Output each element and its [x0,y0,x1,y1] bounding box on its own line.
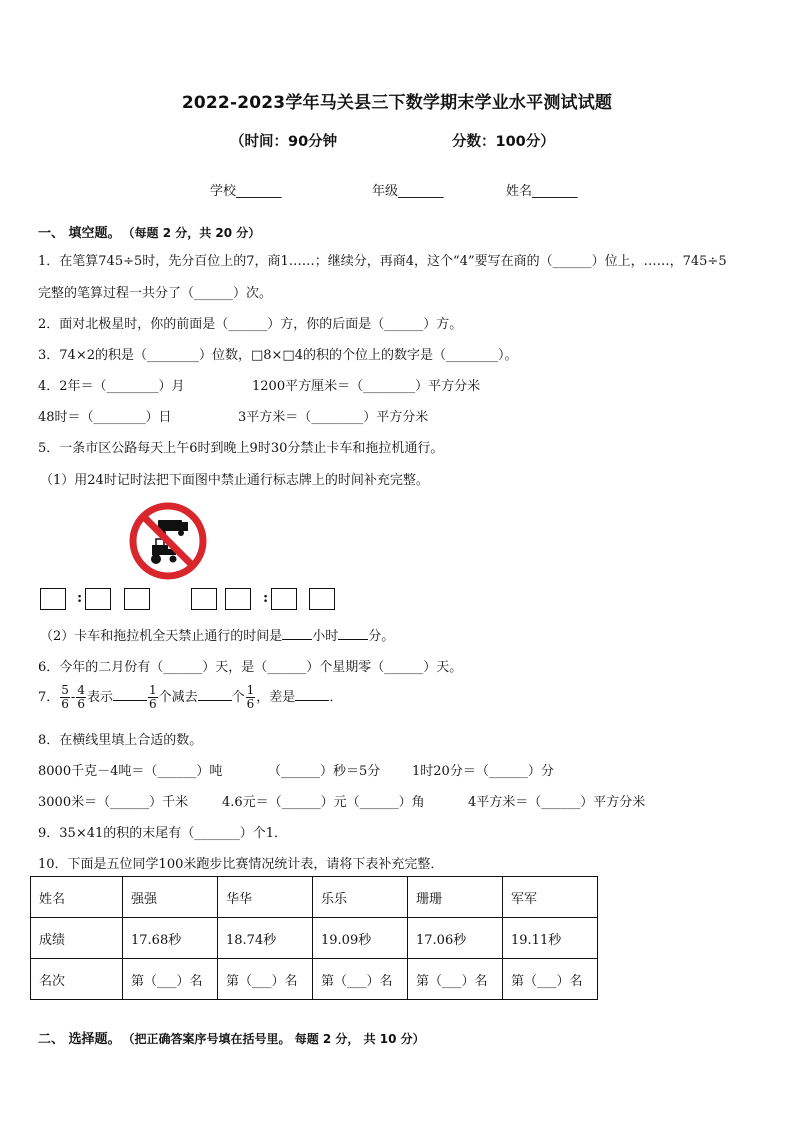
table-cell: 军军 [503,877,598,918]
fraction-1-6-b: $\frac{1}{6}$ [246,683,255,711]
start-minute-box-1[interactable] [85,588,111,610]
table-cell: 19.09秒 [313,918,408,959]
table-row [31,918,598,959]
colon-1: : [77,590,83,606]
exam-title: 2022-2023学年马关县三下数学期末学业水平测试试题 [181,93,613,113]
table-cell: 名次 [31,959,123,1000]
question-1-line-2: 完整的笔算过程一共分了（______）次。 [38,286,273,301]
table-cell: 17.68秒 [123,918,218,959]
section-1-heading [38,222,260,241]
minus-sign: - [70,690,76,705]
question-8-stem: 8．在横线里填上合适的数。 [38,733,203,748]
fraction-4-6: $\frac{4}{6}$ [77,683,85,711]
question-8-c: 1时20分＝（______）分 [412,764,554,779]
question-8-a: 8000千克－4吨＝（______）吨 [38,764,223,779]
rank-cell[interactable]: 第（___）名 [313,959,408,1000]
race-results-table [30,876,598,1000]
section-2-note: （把正确答案序号填在括号里。 每题 2 分， 共 10 分） [128,1032,425,1046]
rank-cell[interactable]: 第（___）名 [503,959,598,1000]
question-5-sub-1: （1）用24时记时法把下面图中禁止通行标志牌上的时间补充完整。 [40,473,429,488]
question-10-stem: 10．下面是五位同学100米跑步比赛情况统计表，请将下表补充完整． [38,857,444,872]
q7-blank-3[interactable] [295,688,329,701]
question-9: 9．35×41的积的末尾有（_______）个1． [38,826,288,841]
table-cell: 姓名 [31,877,123,918]
q7-text-1: 表示 [86,690,113,705]
q7-text-3: 个 [231,690,245,705]
colon-2: : [263,590,269,606]
question-4-d: 3平方米＝（________）平方分米 [238,410,429,425]
name-field[interactable]: 姓名_______ [506,184,578,199]
end-hour-box-1[interactable] [191,588,217,610]
q7-text-4: ，差是 [256,690,296,705]
q5-sub2-text-b: 小时 [312,629,339,644]
table-cell: 华华 [218,877,313,918]
rank-cell[interactable]: 第（___）名 [408,959,503,1000]
hours-blank[interactable] [282,627,312,640]
grade-field[interactable]: 年级_______ [372,184,444,199]
table-cell: 19.11秒 [503,918,598,959]
question-1-line-1: 1．在笔算745÷5时，先分百位上的7，商1……；继续分，再商4，这个“4”要写在商的（______）位上，……，745÷5 [38,254,727,269]
rank-cell[interactable]: 第（___）名 [123,959,218,1000]
question-4-c: 48时＝（________）日 [38,410,172,425]
time-limit: （时间：90分钟 [230,134,338,150]
question-3: 3．74×2的积是（________）位数，□8×□4的积的个位上的数字是（________）。 [38,348,518,363]
fraction-5-6: $\frac{5}{6}$ [61,683,69,711]
question-2: 2．面对北极星时，你的前面是（______）方，你的后面是（______）方。 [38,317,463,332]
question-8-d: 3000米＝（______）千米 [38,795,189,810]
minutes-blank[interactable] [338,627,368,640]
table-cell: 强强 [123,877,218,918]
q7-text-5: ． [329,690,343,705]
q7-blank-2[interactable] [198,688,232,701]
section-1-label: 一、 填空题。 [38,226,121,241]
q7-number: 7． [38,690,60,705]
question-4-b: 1200平方厘米＝（________）平方分米 [252,379,481,394]
table-cell: 18.74秒 [218,918,313,959]
end-minute-box-2[interactable] [309,588,335,610]
table-cell: 成绩 [31,918,123,959]
start-hour-box[interactable] [40,588,66,610]
question-6: 6．今年的二月份有（______）天，是（______）个星期零（______）天。 [38,660,463,675]
table-row [31,877,598,918]
table-cell: 乐乐 [313,877,408,918]
question-5-sub-2 [40,625,394,644]
section-1-note: （每题 2 分，共 20 分） [128,226,261,240]
q5-sub2-text-c: 分。 [368,629,395,644]
question-7 [38,684,342,711]
rank-cell[interactable]: 第（___）名 [218,959,313,1000]
school-field[interactable]: 学校_______ [210,184,282,199]
question-8-b: （______）秒＝5分 [268,764,381,779]
total-score: 分数：100分） [452,134,555,150]
q7-text-2: 个减去 [158,690,198,705]
question-5-stem: 5．一条市区公路每天上午6时到晚上9时30分禁止卡车和拖拉机通行。 [38,441,444,456]
question-4-a: 4．2年＝（________）月 [38,379,185,394]
end-minute-box-1[interactable] [271,588,297,610]
no-trucks-tractors-sign-icon [128,501,208,581]
question-8-f: 4平方米＝（______）平方分米 [468,795,646,810]
end-hour-box-2[interactable] [225,588,251,610]
table-row [31,959,598,1000]
table-cell: 珊珊 [408,877,503,918]
start-minute-box-2[interactable] [124,588,150,610]
q5-sub2-text-a: （2）卡车和拖拉机全天禁止通行的时间是 [40,629,283,644]
section-2-heading [38,1028,425,1047]
section-2-label: 二、 选择题。 [38,1032,121,1047]
fraction-1-6-a: $\frac{1}{6}$ [148,683,157,711]
question-8-e: 4.6元＝（______）元（______）角 [222,795,425,810]
table-cell: 17.06秒 [408,918,503,959]
q7-blank-1[interactable] [113,688,147,701]
